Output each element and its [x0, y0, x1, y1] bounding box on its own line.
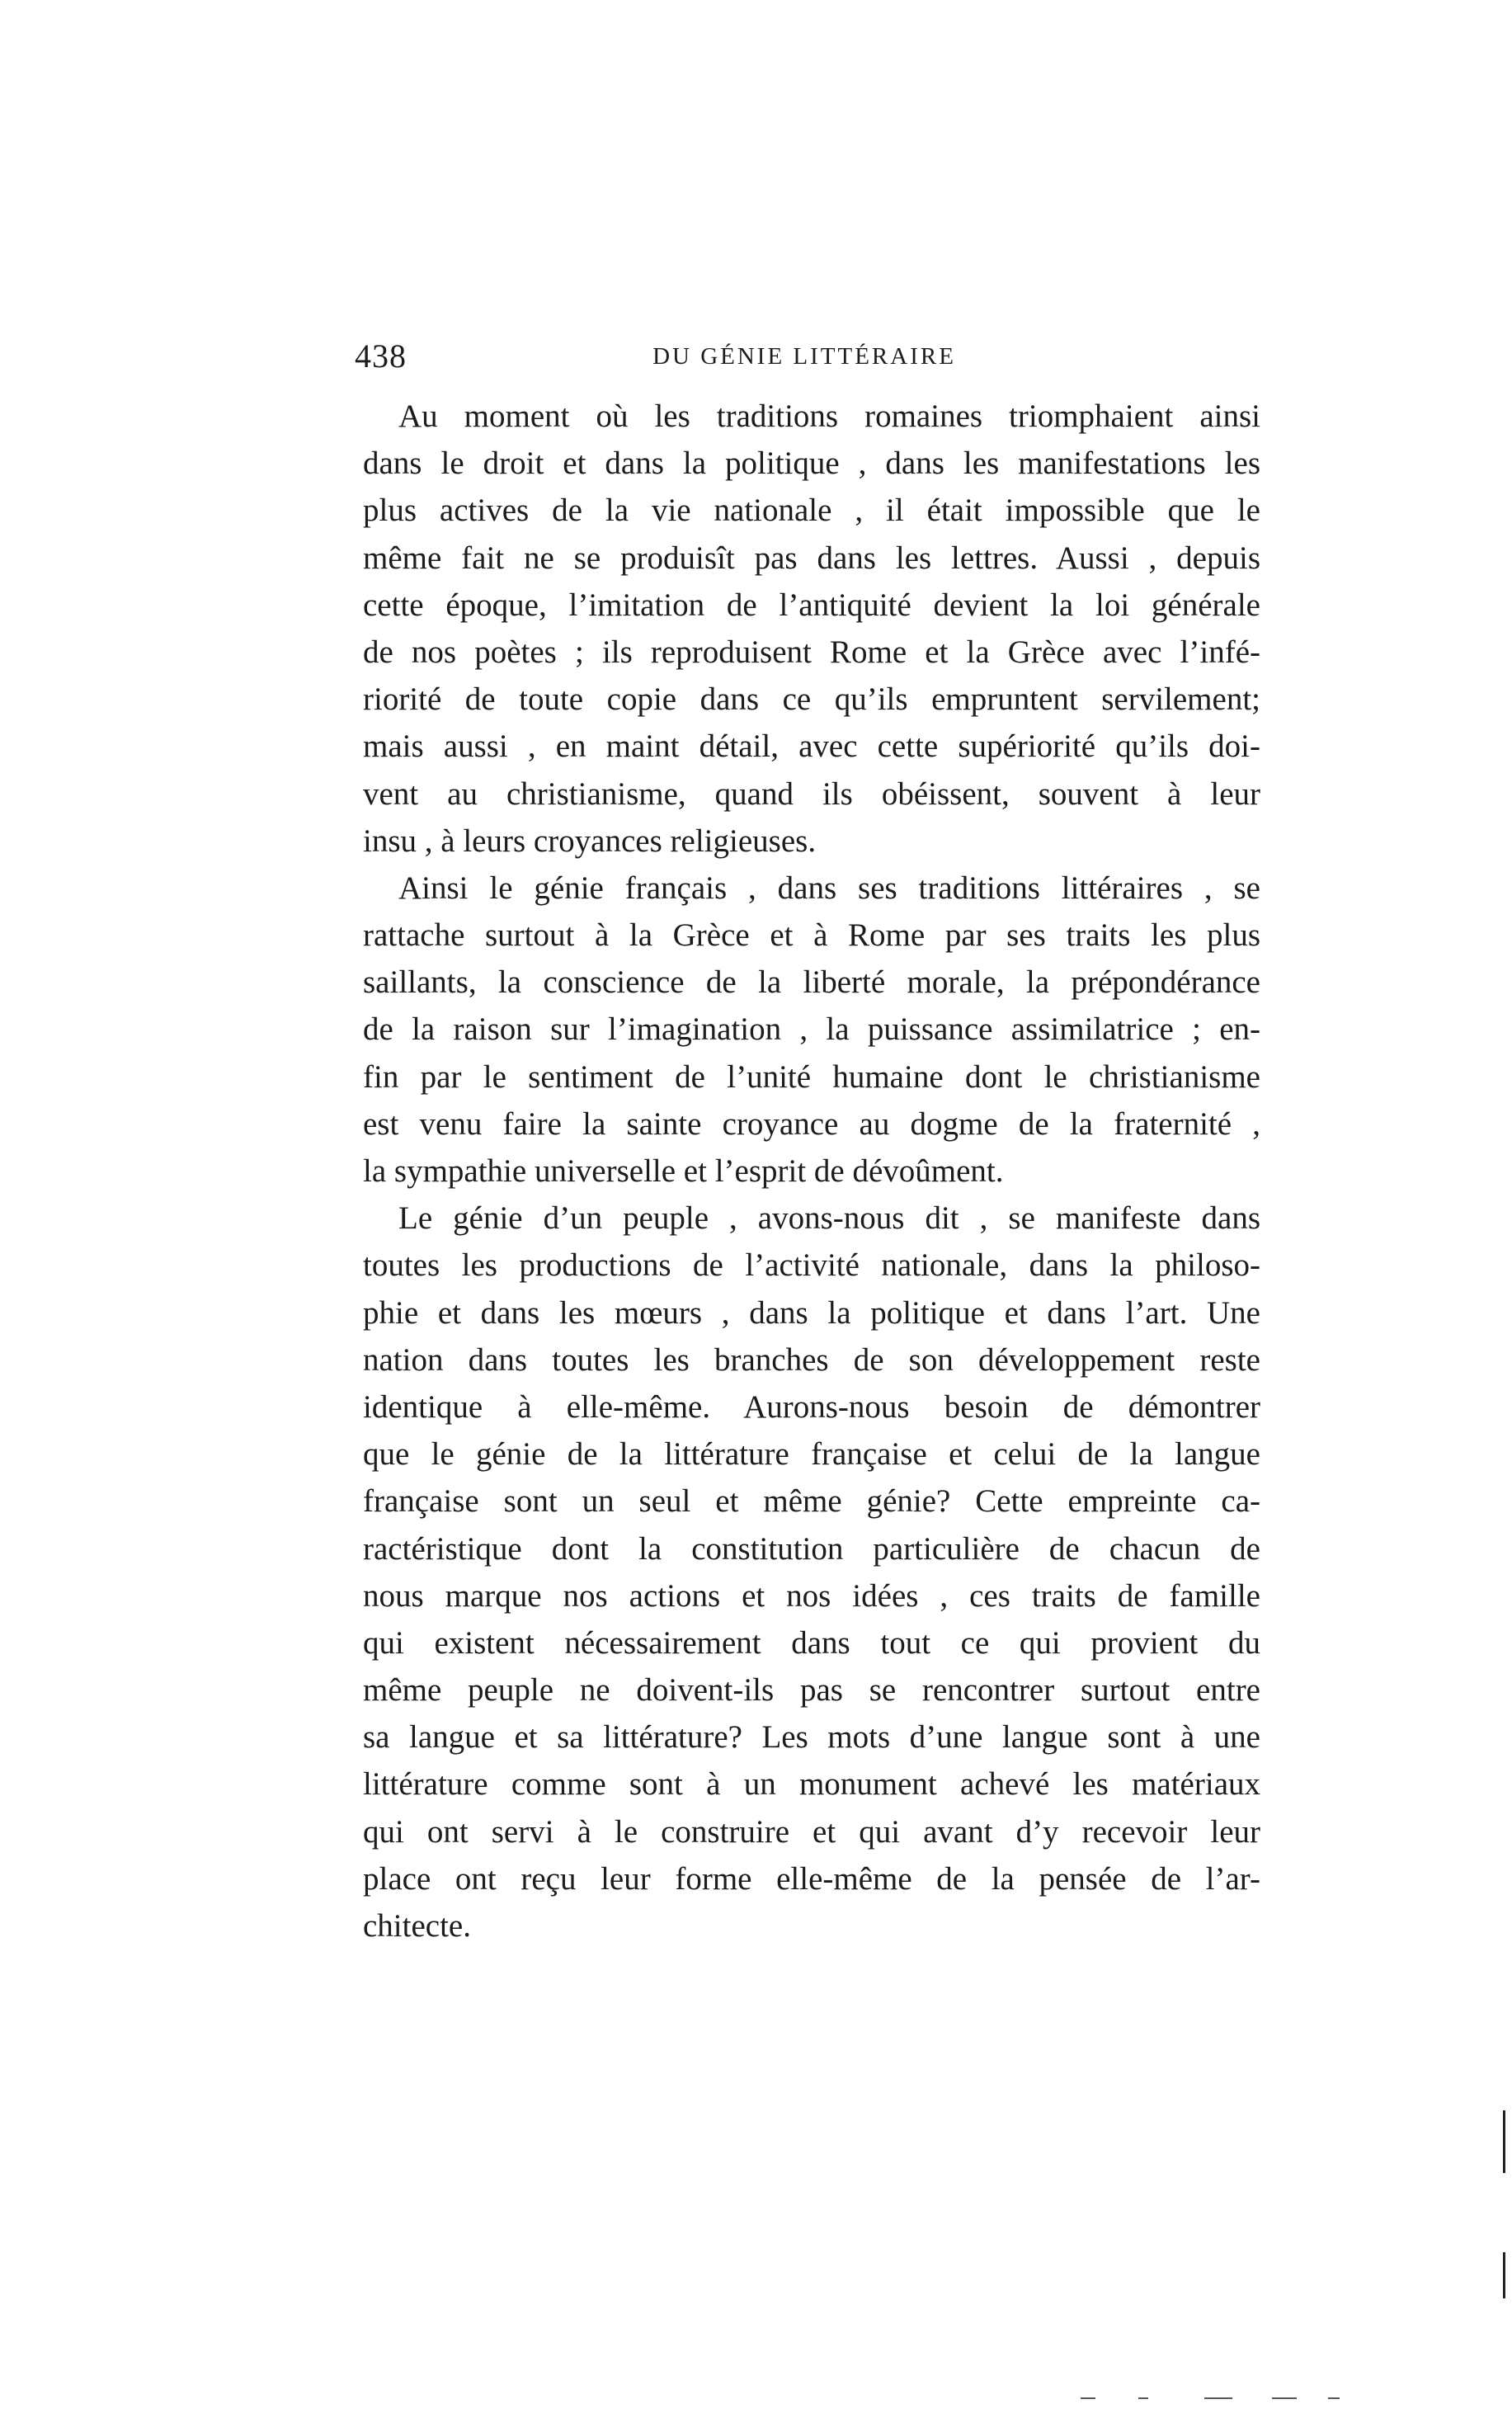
text-line: phie et dans les mœurs , dans la politique et dans l’art. Une [363, 1294, 1260, 1331]
text-line: rattache surtout à la Grèce et à Rome par ses traits les plus [363, 917, 1260, 954]
scan-speck [1138, 2397, 1148, 2399]
text-line: cette époque, l’imitation de l’antiquité devient la loi générale [363, 587, 1260, 623]
text-line: identique à elle-même. Aurons-nous besoin de démontrer [363, 1388, 1260, 1425]
scan-speck [1328, 2397, 1340, 2399]
text-line: de nos poètes ; ils reproduisent Rome et la Grèce avec l’infé- [363, 634, 1260, 670]
paragraph [363, 393, 1260, 865]
text-line: même peuple ne doivent-ils pas se rencontrer surtout entre [363, 1672, 1260, 1709]
text-line: riorité de toute copie dans ce qu’ils empruntent servilement; [363, 681, 1260, 718]
text-line: sa langue et sa littérature? Les mots d’une langue sont à une [363, 1719, 1260, 1756]
text-line: littérature comme sont à un monument achevé les matériaux [363, 1766, 1260, 1803]
page-number: 438 [355, 337, 407, 375]
paragraph [363, 865, 1260, 1195]
text-line: Le génie d’un peuple , avons-nous dit , se manifeste dans [398, 1200, 1260, 1237]
text-line: toutes les productions de l’activité nationale, dans la philoso- [363, 1247, 1260, 1284]
text-line: la sympathie universelle et l’esprit de dévoûment. [363, 1153, 1004, 1189]
text-line: ractéristique dont la constitution particulière de chacun de [363, 1530, 1260, 1567]
scan-margin-mark [1503, 2252, 1505, 2298]
scan-speck [1272, 2397, 1297, 2399]
text-line: dans le droit et dans la politique , dans les manifestations les [363, 445, 1260, 482]
text-line: française sont un seul et même génie? Cette empreinte ca- [363, 1483, 1260, 1520]
text-line: mais aussi , en maint détail, avec cette supériorité qu’ils doi- [363, 728, 1260, 765]
scan-speck [1081, 2397, 1095, 2399]
text-line: saillants, la conscience de la liberté morale, la prépondérance [363, 964, 1260, 1001]
scan-margin-mark [1503, 2110, 1505, 2173]
text-line: Ainsi le génie français , dans ses traditions littéraires , se [398, 870, 1260, 906]
text-line: qui existent nécessairement dans tout ce qui provient du [363, 1624, 1260, 1661]
text-line: fin par le sentiment de l’unité humaine dont le christianisme [363, 1058, 1260, 1095]
scan-speck [1204, 2397, 1232, 2399]
text-line: plus actives de la vie nationale , il était impossible que le [363, 493, 1260, 529]
text-line: insu , à leurs croyances religieuses. [363, 823, 817, 859]
text-line: qui ont servi à le construire et qui avant d’y recevoir leur [363, 1813, 1260, 1850]
text-line: de la raison sur l’imagination , la puissance assimilatrice ; en- [363, 1011, 1260, 1048]
text-line: est venu faire la sainte croyance au dogme de la fraternité , [363, 1105, 1260, 1142]
scan-footer-specks [1081, 2397, 1361, 2402]
text-line: que le génie de la littérature française et celui de la langue [363, 1436, 1260, 1473]
body-text [363, 393, 1260, 1949]
text-line: Au moment où les traditions romaines triomphaient ainsi [398, 398, 1260, 434]
text-line: nous marque nos actions et nos idées , ces traits de famille [363, 1577, 1260, 1614]
running-head: DU GÉNIE LITTÉRAIRE [652, 343, 956, 370]
text-line: chitecte. [363, 1908, 471, 1944]
text-line: même fait ne se produisît pas dans les lettres. Aussi , depuis [363, 540, 1260, 576]
text-line: vent au christianisme, quand ils obéissent, souvent à leur [363, 775, 1260, 812]
paragraph [363, 1195, 1260, 1949]
page-header [355, 337, 1254, 386]
text-line: place ont reçu leur forme elle-même de la pensée de l’ar- [363, 1860, 1260, 1897]
text-line: nation dans toutes les branches de son développement reste [363, 1341, 1260, 1378]
